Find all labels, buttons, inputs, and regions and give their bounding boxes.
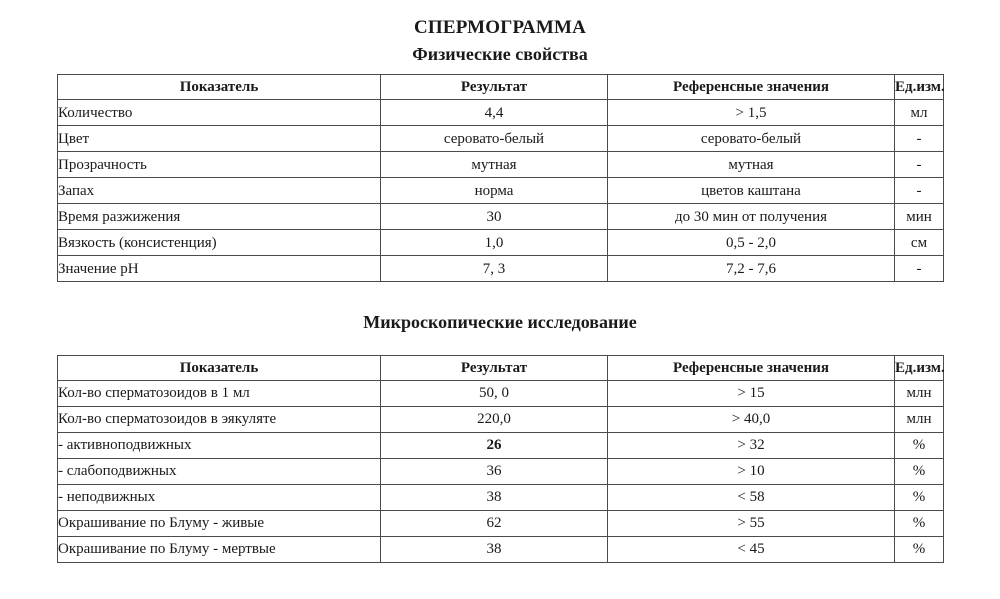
cell-reference: < 45: [608, 536, 895, 562]
cell-parameter: Кол-во сперматозоидов в 1 мл: [58, 380, 381, 406]
cell-result: 4,4: [381, 100, 608, 126]
table2-col-reference: Референсные значения: [608, 355, 895, 380]
cell-result: 220,0: [381, 406, 608, 432]
cell-parameter: - активноподвижных: [58, 432, 381, 458]
table-row: [58, 406, 944, 432]
table-row: [58, 100, 944, 126]
cell-result: 62: [381, 510, 608, 536]
table2-col-result: Результат: [381, 355, 608, 380]
cell-result: 7, 3: [381, 256, 608, 282]
cell-reference: > 32: [608, 432, 895, 458]
cell-parameter: - слабоподвижных: [58, 458, 381, 484]
document-subtitle: Физические свойства: [412, 43, 588, 64]
cell-unit: см: [895, 230, 944, 256]
physical-properties-table: [57, 74, 944, 282]
cell-unit: мин: [895, 204, 944, 230]
table-row: [58, 256, 944, 282]
cell-unit: %: [895, 432, 944, 458]
cell-result: 38: [381, 536, 608, 562]
cell-parameter: Вязкость (консистенция): [58, 230, 381, 256]
cell-reference: цветов каштана: [608, 178, 895, 204]
table-row: [58, 204, 944, 230]
document-title: СПЕРМОГРАММА: [413, 17, 587, 38]
table1-col-reference: Референсные значения: [608, 75, 895, 100]
table-row: [58, 458, 944, 484]
cell-reference: > 55: [608, 510, 895, 536]
table2-body: [58, 380, 944, 562]
section-title-table-spacer: [0, 334, 1000, 355]
table-row: [58, 380, 944, 406]
cell-reference: < 58: [608, 484, 895, 510]
cell-unit: %: [895, 458, 944, 484]
cell-reference: > 15: [608, 380, 895, 406]
cell-reference: > 1,5: [608, 100, 895, 126]
table1-col-units: Ед.изм.: [895, 75, 944, 100]
cell-unit: -: [895, 178, 944, 204]
table-row: [58, 230, 944, 256]
table1-body: [58, 100, 944, 282]
cell-result: 1,0: [381, 230, 608, 256]
table1-header: [58, 75, 944, 100]
microscopic-section-title: Микроскопические исследование: [363, 312, 637, 333]
table1-col-result: Результат: [381, 75, 608, 100]
cell-reference: 7,2 - 7,6: [608, 256, 895, 282]
cell-parameter: Количество: [58, 100, 381, 126]
cell-result: 50, 0: [381, 380, 608, 406]
cell-reference: > 10: [608, 458, 895, 484]
table2-col-units: Ед.изм.: [895, 355, 944, 380]
cell-reference: до 30 мин от получения: [608, 204, 895, 230]
table1-col-parameter: Показатель: [58, 75, 381, 100]
cell-unit: млн: [895, 406, 944, 432]
cell-reference: 0,5 - 2,0: [608, 230, 895, 256]
physical-properties-table-wrap: [57, 74, 943, 282]
title-table-spacer: [0, 65, 1000, 74]
between-tables-spacer: [0, 282, 1000, 311]
cell-unit: мл: [895, 100, 944, 126]
cell-unit: %: [895, 510, 944, 536]
cell-parameter: Цвет: [58, 126, 381, 152]
table2-col-parameter: Показатель: [58, 355, 381, 380]
cell-unit: млн: [895, 380, 944, 406]
microscopic-examination-table: [57, 355, 944, 563]
cell-unit: -: [895, 126, 944, 152]
table-row: [58, 126, 944, 152]
table-row: [58, 536, 944, 562]
cell-result: норма: [381, 178, 608, 204]
cell-result: 30: [381, 204, 608, 230]
cell-parameter: Окрашивание по Блуму - мертвые: [58, 536, 381, 562]
cell-parameter: Окрашивание по Блуму - живые: [58, 510, 381, 536]
cell-result: серовато-белый: [381, 126, 608, 152]
table-row: [58, 510, 944, 536]
table-row: [58, 178, 944, 204]
cell-unit: %: [895, 536, 944, 562]
cell-parameter: Запах: [58, 178, 381, 204]
cell-parameter: Кол-во сперматозоидов в эякуляте: [58, 406, 381, 432]
cell-parameter: Прозрачность: [58, 152, 381, 178]
cell-reference: > 40,0: [608, 406, 895, 432]
cell-result: 38: [381, 484, 608, 510]
cell-unit: %: [895, 484, 944, 510]
table-row: [58, 484, 944, 510]
cell-parameter: Значение pH: [58, 256, 381, 282]
table-row: [58, 152, 944, 178]
cell-parameter: - неподвижных: [58, 484, 381, 510]
cell-reference: мутная: [608, 152, 895, 178]
cell-result: мутная: [381, 152, 608, 178]
table1-header-row: [58, 75, 944, 100]
cell-reference: серовато-белый: [608, 126, 895, 152]
microscopic-table-wrap: [57, 355, 943, 563]
table2-header: [58, 355, 944, 380]
table2-header-row: [58, 355, 944, 380]
cell-result: 26: [381, 432, 608, 458]
table-row: [58, 432, 944, 458]
cell-result: 36: [381, 458, 608, 484]
cell-parameter: Время разжижения: [58, 204, 381, 230]
cell-unit: -: [895, 256, 944, 282]
cell-unit: -: [895, 152, 944, 178]
